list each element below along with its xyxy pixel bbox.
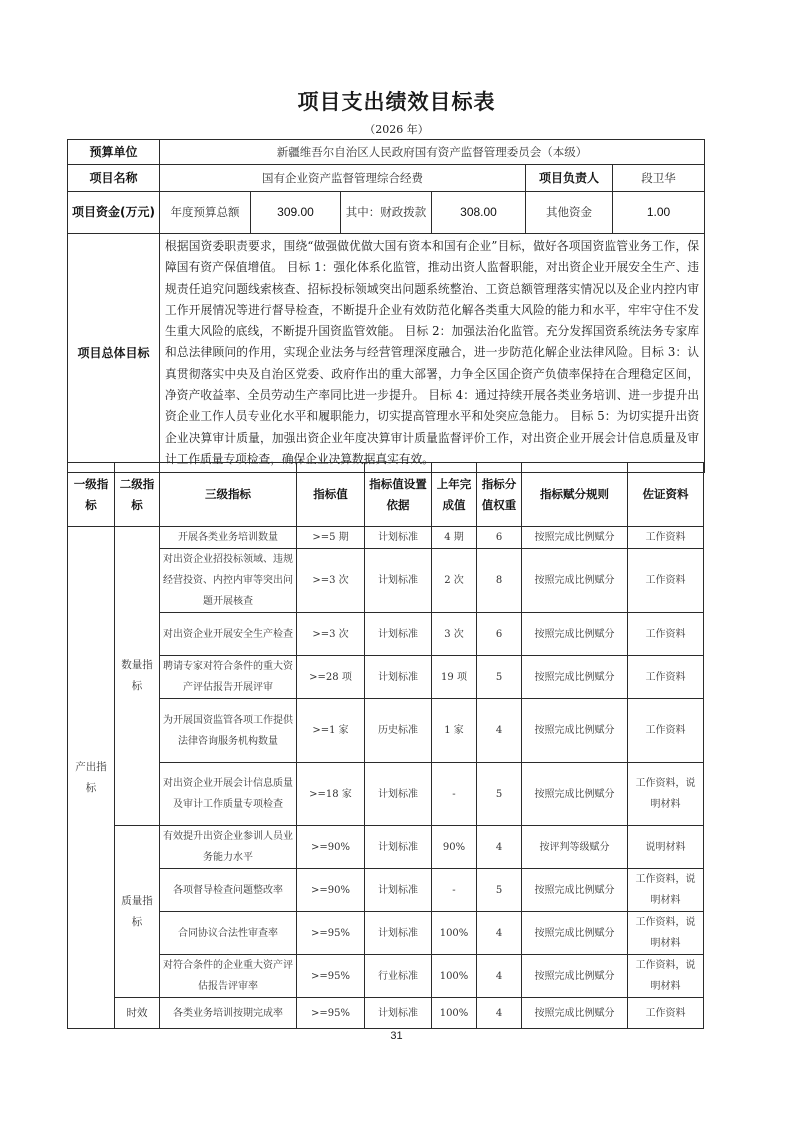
project-lead-label: 项目负责人 [526, 165, 613, 192]
indicator-basis: 计划标准 [365, 549, 432, 613]
indicator-evidence: 工作资料，说明材料 [628, 869, 704, 912]
funds-label: 项目资金(万元) [68, 192, 160, 234]
indicator-weight: 4 [477, 912, 522, 955]
indicator-basis: 计划标准 [365, 912, 432, 955]
indicator-last: - [432, 869, 477, 912]
indicator-basis: 计划标准 [365, 826, 432, 869]
indicator-evidence: 工作资料 [628, 656, 704, 699]
indicator-name: 为开展国资监管各项工作提供法律咨询服务机构数量 [160, 699, 297, 763]
indicator-weight: 8 [477, 549, 522, 613]
header-weight: 指标分值权重 [477, 463, 522, 527]
indicator-evidence: 工作资料 [628, 527, 704, 549]
header-last-year: 上年完成值 [432, 463, 477, 527]
indicator-value: >=95% [297, 955, 365, 998]
indicator-basis: 计划标准 [365, 613, 432, 656]
indicator-last: 100% [432, 955, 477, 998]
indicator-name: 开展各类业务培训数量 [160, 527, 297, 549]
indicator-evidence: 工作资料 [628, 998, 704, 1029]
indicator-weight: 5 [477, 869, 522, 912]
indicator-table [67, 462, 704, 1029]
indicator-value: >=1 家 [297, 699, 365, 763]
indicator-weight: 5 [477, 656, 522, 699]
indicator-name: 对符合条件的企业重大资产评估报告评审率 [160, 955, 297, 998]
indicator-weight: 4 [477, 826, 522, 869]
header-level1: 一级指标 [68, 463, 115, 527]
indicator-weight: 4 [477, 699, 522, 763]
indicator-value: >=5 期 [297, 527, 365, 549]
level2-timeliness: 时效 [115, 998, 160, 1029]
indicator-name: 各项督导检查问题整改率 [160, 869, 297, 912]
indicator-evidence: 工作资料，说明材料 [628, 763, 704, 826]
table-row [68, 763, 704, 826]
other-funds-value: 1.00 [613, 192, 705, 234]
indicator-rule: 按照完成比例赋分 [522, 613, 628, 656]
indicator-last: 3 次 [432, 613, 477, 656]
budget-unit-label: 预算单位 [68, 140, 160, 165]
table-row [68, 656, 704, 699]
table-row [68, 699, 704, 763]
indicator-value: >=95% [297, 998, 365, 1029]
header-level3: 三级指标 [160, 463, 297, 527]
header-scoring-rule: 指标赋分规则 [522, 463, 628, 527]
indicator-rule: 按照完成比例赋分 [522, 998, 628, 1029]
level1-output: 产出指标 [68, 527, 115, 1029]
fiscal-label: 其中：财政拨款 [341, 192, 432, 234]
indicator-weight: 4 [477, 955, 522, 998]
indicator-basis: 计划标准 [365, 998, 432, 1029]
indicator-last: 19 项 [432, 656, 477, 699]
indicator-evidence: 工作资料 [628, 699, 704, 763]
indicator-name: 有效提升出资企业参训人员业务能力水平 [160, 826, 297, 869]
indicator-basis: 行业标准 [365, 955, 432, 998]
indicator-last: 4 期 [432, 527, 477, 549]
header-target-value: 指标值 [297, 463, 365, 527]
indicator-rule: 按照完成比例赋分 [522, 955, 628, 998]
indicator-name: 对出资企业招投标领域、违规经营投资、内控内审等突出问题开展核查 [160, 549, 297, 613]
indicator-value: >=3 次 [297, 549, 365, 613]
indicator-rule: 按照完成比例赋分 [522, 549, 628, 613]
page-title: 项目支出绩效目标表 [297, 90, 496, 114]
indicator-value: >=28 项 [297, 656, 365, 699]
indicator-value: >=18 家 [297, 763, 365, 826]
other-funds-label: 其他资金 [526, 192, 613, 234]
header-evidence: 佐证资料 [628, 463, 704, 527]
indicator-weight: 6 [477, 613, 522, 656]
fiscal-year: （2026 年） [364, 123, 429, 136]
header-basis: 指标值设置依据 [365, 463, 432, 527]
fiscal-value: 308.00 [432, 192, 526, 234]
project-name-value: 国有企业资产监督管理综合经费 [160, 165, 526, 192]
indicator-rule: 按照完成比例赋分 [522, 869, 628, 912]
indicator-rule: 按照完成比例赋分 [522, 699, 628, 763]
indicator-last: - [432, 763, 477, 826]
indicator-weight: 6 [477, 527, 522, 549]
overall-goal-text: 根据国资委职责要求，围绕“做强做优做大国有资本和国有企业”目标，做好各项国资监管业务工作，保障国有资产保值增值。 目标 1：强化体系化监管，推动出资人监督职能，对出资企业开展安全生产、违规责任追究问题线索核查、招标投标领域突出问题系统整治、工资总额管理落实情况以及企业内控内审工作开展情况等进行督导检查，不断提升企业有效防范化解各类重大风险的能力和水平，牢牢守住不发生重大风险的底线，不断提升国资监管效能。 目标 2：加强法治化监管。充分发挥国资系统法务专家库和总法律顾问的作用，实现企业法务与经营管理深度融合，进一步防范化解企业法律风险。目标 3：认真贯彻落实中央及自治区党委、政府作出的重大部署，力争全区国企资产负债率保持在合理稳定区间，净资产收益率、全员劳动生产率同比进一步提升。 目标 4：通过持续开展各类业务培训、进一步提升出资企业工作人员专业化水平和履职能力，切实提高管理水平和处突应急能力。 目标 5：为切实提升出资企业决算审计质量，加强出资企业年度决算审计质量监督评价工作，对出资企业开展会计信息质量及审计工作质量专项检查，确保企业决算数据真实有效。 [160, 234, 705, 473]
level2-quantity: 数量指标 [115, 527, 160, 826]
indicator-rule: 按照完成比例赋分 [522, 656, 628, 699]
indicator-last: 2 次 [432, 549, 477, 613]
indicator-basis: 计划标准 [365, 869, 432, 912]
level2-quality: 质量指标 [115, 826, 160, 998]
budget-unit-value: 新疆维吾尔自治区人民政府国有资产监督管理委员会（本级） [160, 140, 705, 165]
indicator-rule: 按照完成比例赋分 [522, 763, 628, 826]
indicator-value: >=90% [297, 869, 365, 912]
indicator-evidence: 说明材料 [628, 826, 704, 869]
indicator-name: 合同协议合法性审查率 [160, 912, 297, 955]
indicator-rule: 按评判等级赋分 [522, 826, 628, 869]
indicator-value: >=95% [297, 912, 365, 955]
indicator-last: 1 家 [432, 699, 477, 763]
page-number: 31 [390, 1030, 403, 1042]
indicator-value: >=3 次 [297, 613, 365, 656]
overall-goal-label: 项目总体目标 [68, 234, 160, 473]
indicator-evidence: 工作资料，说明材料 [628, 912, 704, 955]
indicator-weight: 5 [477, 763, 522, 826]
indicator-name: 各类业务培训按期完成率 [160, 998, 297, 1029]
project-lead-value: 段卫华 [613, 165, 705, 192]
indicator-evidence: 工作资料 [628, 613, 704, 656]
indicator-last: 100% [432, 998, 477, 1029]
table-row [68, 826, 704, 869]
indicator-name: 聘请专家对符合条件的重大资产评估报告开展评审 [160, 656, 297, 699]
indicator-rule: 按照完成比例赋分 [522, 527, 628, 549]
indicator-rule: 按照完成比例赋分 [522, 912, 628, 955]
indicator-evidence: 工作资料 [628, 549, 704, 613]
indicator-basis: 计划标准 [365, 656, 432, 699]
indicator-last: 100% [432, 912, 477, 955]
table-row [68, 549, 704, 613]
table-row [68, 869, 704, 912]
indicator-evidence: 工作资料，说明材料 [628, 955, 704, 998]
annual-total-label: 年度预算总额 [160, 192, 251, 234]
indicator-last: 90% [432, 826, 477, 869]
table-row [68, 955, 704, 998]
table-row [68, 912, 704, 955]
indicator-header-row [68, 463, 704, 527]
indicator-name: 对出资企业开展会计信息质量及审计工作质量专项检查 [160, 763, 297, 826]
project-name-label: 项目名称 [68, 165, 160, 192]
indicator-name: 对出资企业开展安全生产检查 [160, 613, 297, 656]
table-row [68, 998, 704, 1029]
annual-total-value: 309.00 [251, 192, 341, 234]
table-row [68, 613, 704, 656]
indicator-value: >=90% [297, 826, 365, 869]
indicator-basis: 计划标准 [365, 763, 432, 826]
indicator-basis: 历史标准 [365, 699, 432, 763]
indicator-basis: 计划标准 [365, 527, 432, 549]
header-level2: 二级指标 [115, 463, 160, 527]
project-info-table [67, 139, 705, 473]
indicator-weight: 4 [477, 998, 522, 1029]
table-row [68, 527, 704, 549]
